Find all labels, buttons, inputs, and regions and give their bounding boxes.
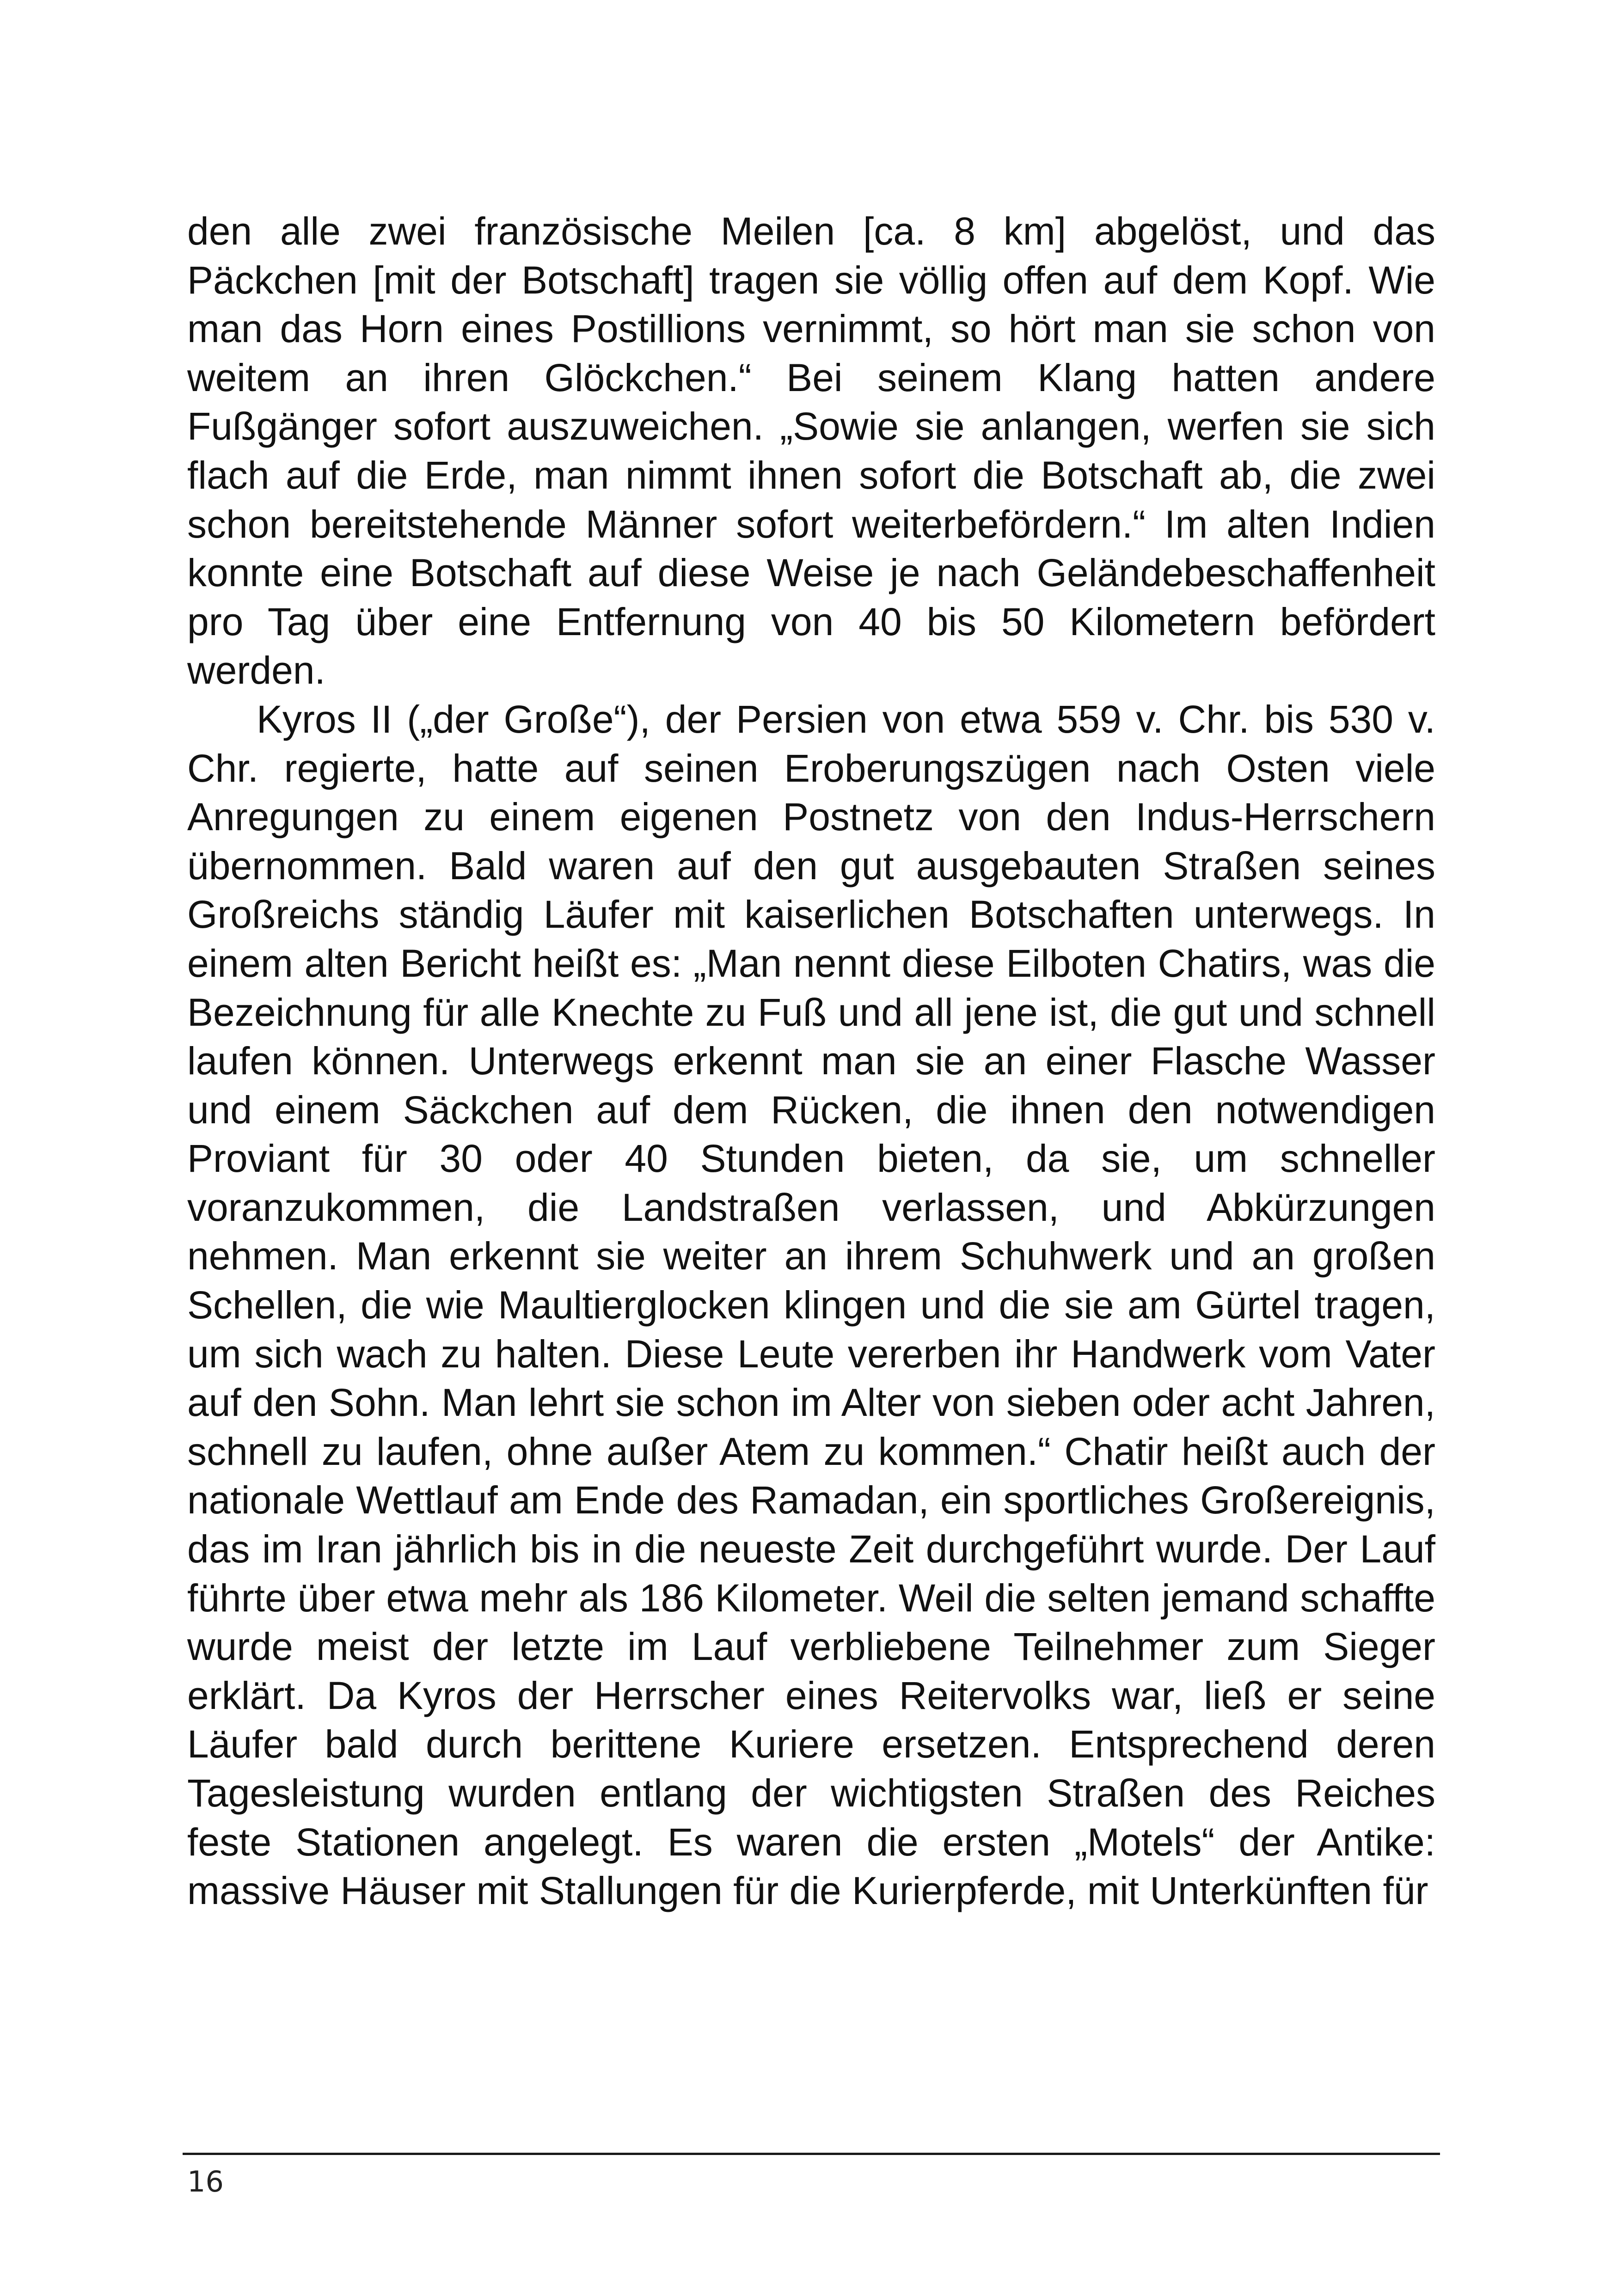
paragraph-kyros: Kyros II („der Große“), der Persien von etwa 559 v. Chr. bis 530 v. Chr. regierte, hatte auf seinen Eroberungszügen nach Osten viele Anregungen zu einem eigenen Postnetz von den Indus-Herrschern übernommen. Bald waren auf den gut ausgebauten Straßen seines Großreichs ständig Läufer mit kaiserlichen Botschaften unterwegs. In einem alten Bericht heißt es: „Man nennt diese Eilboten Chatirs, was die Bezeichnung für alle Knechte zu Fuß und all jene ist, die gut und schnell laufen können. Unterwegs erkennt man sie an einer Flasche Wasser und einem Säckchen auf dem Rücken, die ihnen den notwendigen Proviant für 30 oder 40 Stunden bieten, da sie, um schneller voranzukommen, die Landstraßen verlassen, und Abkürzungen nehmen. Man erkennt sie weiter an ihrem Schuhwerk und an großen Schellen, die wie Maultierglocken klingen und die sie am Gürtel tragen, um sich wach zu halten. Diese Leute vererben ihr Handwerk vom Vater auf den Sohn. Man lehrt sie schon im Alter von sieben oder acht Jahren, schnell zu laufen, ohne außer Atem zu kommen.“ Chatir heißt auch der nationale Wettlauf am Ende des Ramadan, ein sportliches Großereignis, das im Iran jährlich bis in die neueste Zeit durchgeführt wurde. Der Lauf führte über etwa mehr als 186 Kilometer. Weil die selten jemand schaffte wurde meist der letzte im Lauf verbliebene Teilnehmer zum Sieger erklärt. Da Kyros der Herrscher eines Reitervolks war, ließ er seine Läufer bald durch berittene Kuriere ersetzen. Entsprechend deren Tagesleistung wurden entlang der wichtigsten Straßen des Reiches feste Stationen angelegt. Es waren die ersten „Motels“ der Antike: massive Häuser mit Stallungen für die Kurierpferde, mit Unterkünften für [187,697,1435,1913]
page-number: 16 [187,2165,224,2198]
paragraph-continuation: den alle zwei französische Meilen [ca. 8 km] abgelöst, und das Päckchen [mit der Botschaft] tragen sie völlig offen auf dem Kopf. Wie man das Horn eines Postillions vernimmt, so hört man sie schon von weitem an ihren Glöckchen.“ Bei seinem Klang hatten andere Fußgänger sofort auszuweichen. „Sowie sie anlangen, werfen sie sich flach auf die Erde, man nimmt ihnen sofort die Botschaft ab, die zwei schon bereitstehende Männer sofort weiterbefördern.“ Im alten Indien konnte eine Botschaft auf diese Weise je nach Geländebeschaffenheit pro Tag über eine Entfernung von 40 bis 50 Kilometern befördert werden. [187,209,1435,692]
footer-divider [183,2153,1440,2155]
body-text [187,207,1435,1916]
